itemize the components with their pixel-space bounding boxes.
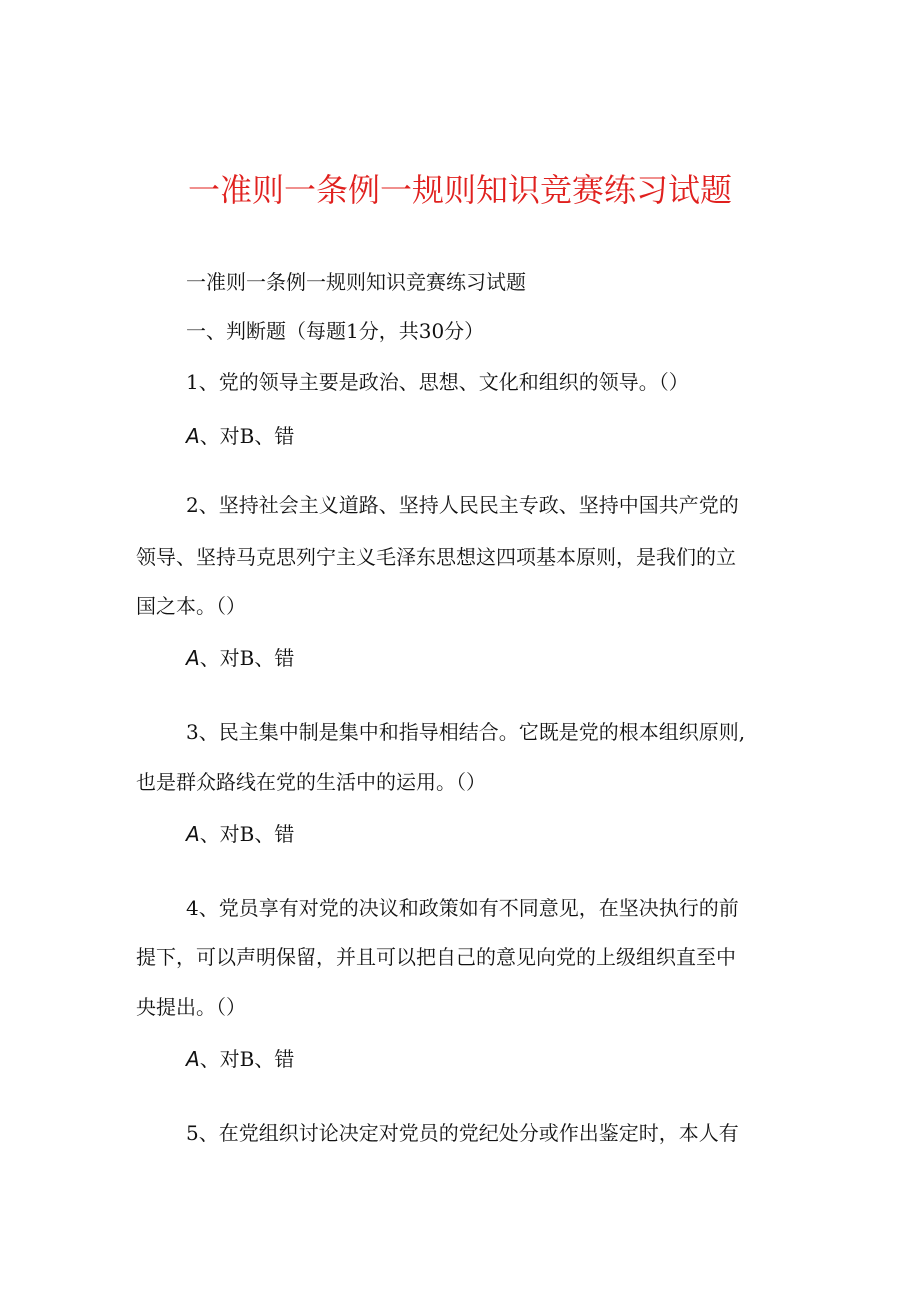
question-4-line-1: 4、党员享有对党的决议和政策如有不同意见，在坚决执行的前: [186, 896, 739, 920]
option-rest: 、对B、错: [199, 424, 295, 448]
document-title: 一准则一条例一规则知识竞赛练习试题: [187, 171, 732, 209]
question-3-options: [186, 819, 294, 849]
question-3-line-2: 也是群众路线在党的生活中的运用。（）: [136, 770, 486, 794]
question-5-line-1: 5、在党组织讨论决定对党员的党纪处分或作出鉴定时，本人有: [186, 1121, 739, 1145]
question-4-line-3: 央提出。（）: [136, 995, 246, 1019]
option-a-label: A: [186, 646, 200, 670]
option-a-label: A: [186, 1047, 200, 1071]
question-4-line-2: 提下，可以声明保留，并且可以把自己的意见向党的上级组织直至中: [136, 945, 736, 969]
document-subtitle: 一准则一条例一规则知识竞赛练习试题: [186, 270, 526, 294]
question-2-line-1: 2、坚持社会主义道路、坚持人民民主专政、坚持中国共产党的: [186, 493, 739, 517]
question-1-options: [186, 421, 294, 451]
option-rest: 、对B、错: [199, 822, 295, 846]
option-rest: 、对B、错: [199, 1047, 295, 1071]
question-3-line-1: 3、民主集中制是集中和指导相结合。它既是党的根本组织原则,: [186, 720, 746, 744]
option-a-label: A: [186, 424, 200, 448]
question-4-options: [186, 1044, 294, 1074]
option-rest: 、对B、错: [199, 646, 295, 670]
question-1-line-1: 1、党的领导主要是政治、思想、文化和组织的领导。（）: [186, 370, 689, 394]
section-heading: 一、判断题（每题1分，共30分）: [186, 319, 485, 343]
question-2-options: [186, 643, 294, 673]
question-2-line-3: 国之本。（）: [136, 594, 246, 618]
question-2-line-2: 领导、坚持马克思列宁主义毛泽东思想这四项基本原则，是我们的立: [136, 545, 736, 569]
option-a-label: A: [186, 822, 200, 846]
